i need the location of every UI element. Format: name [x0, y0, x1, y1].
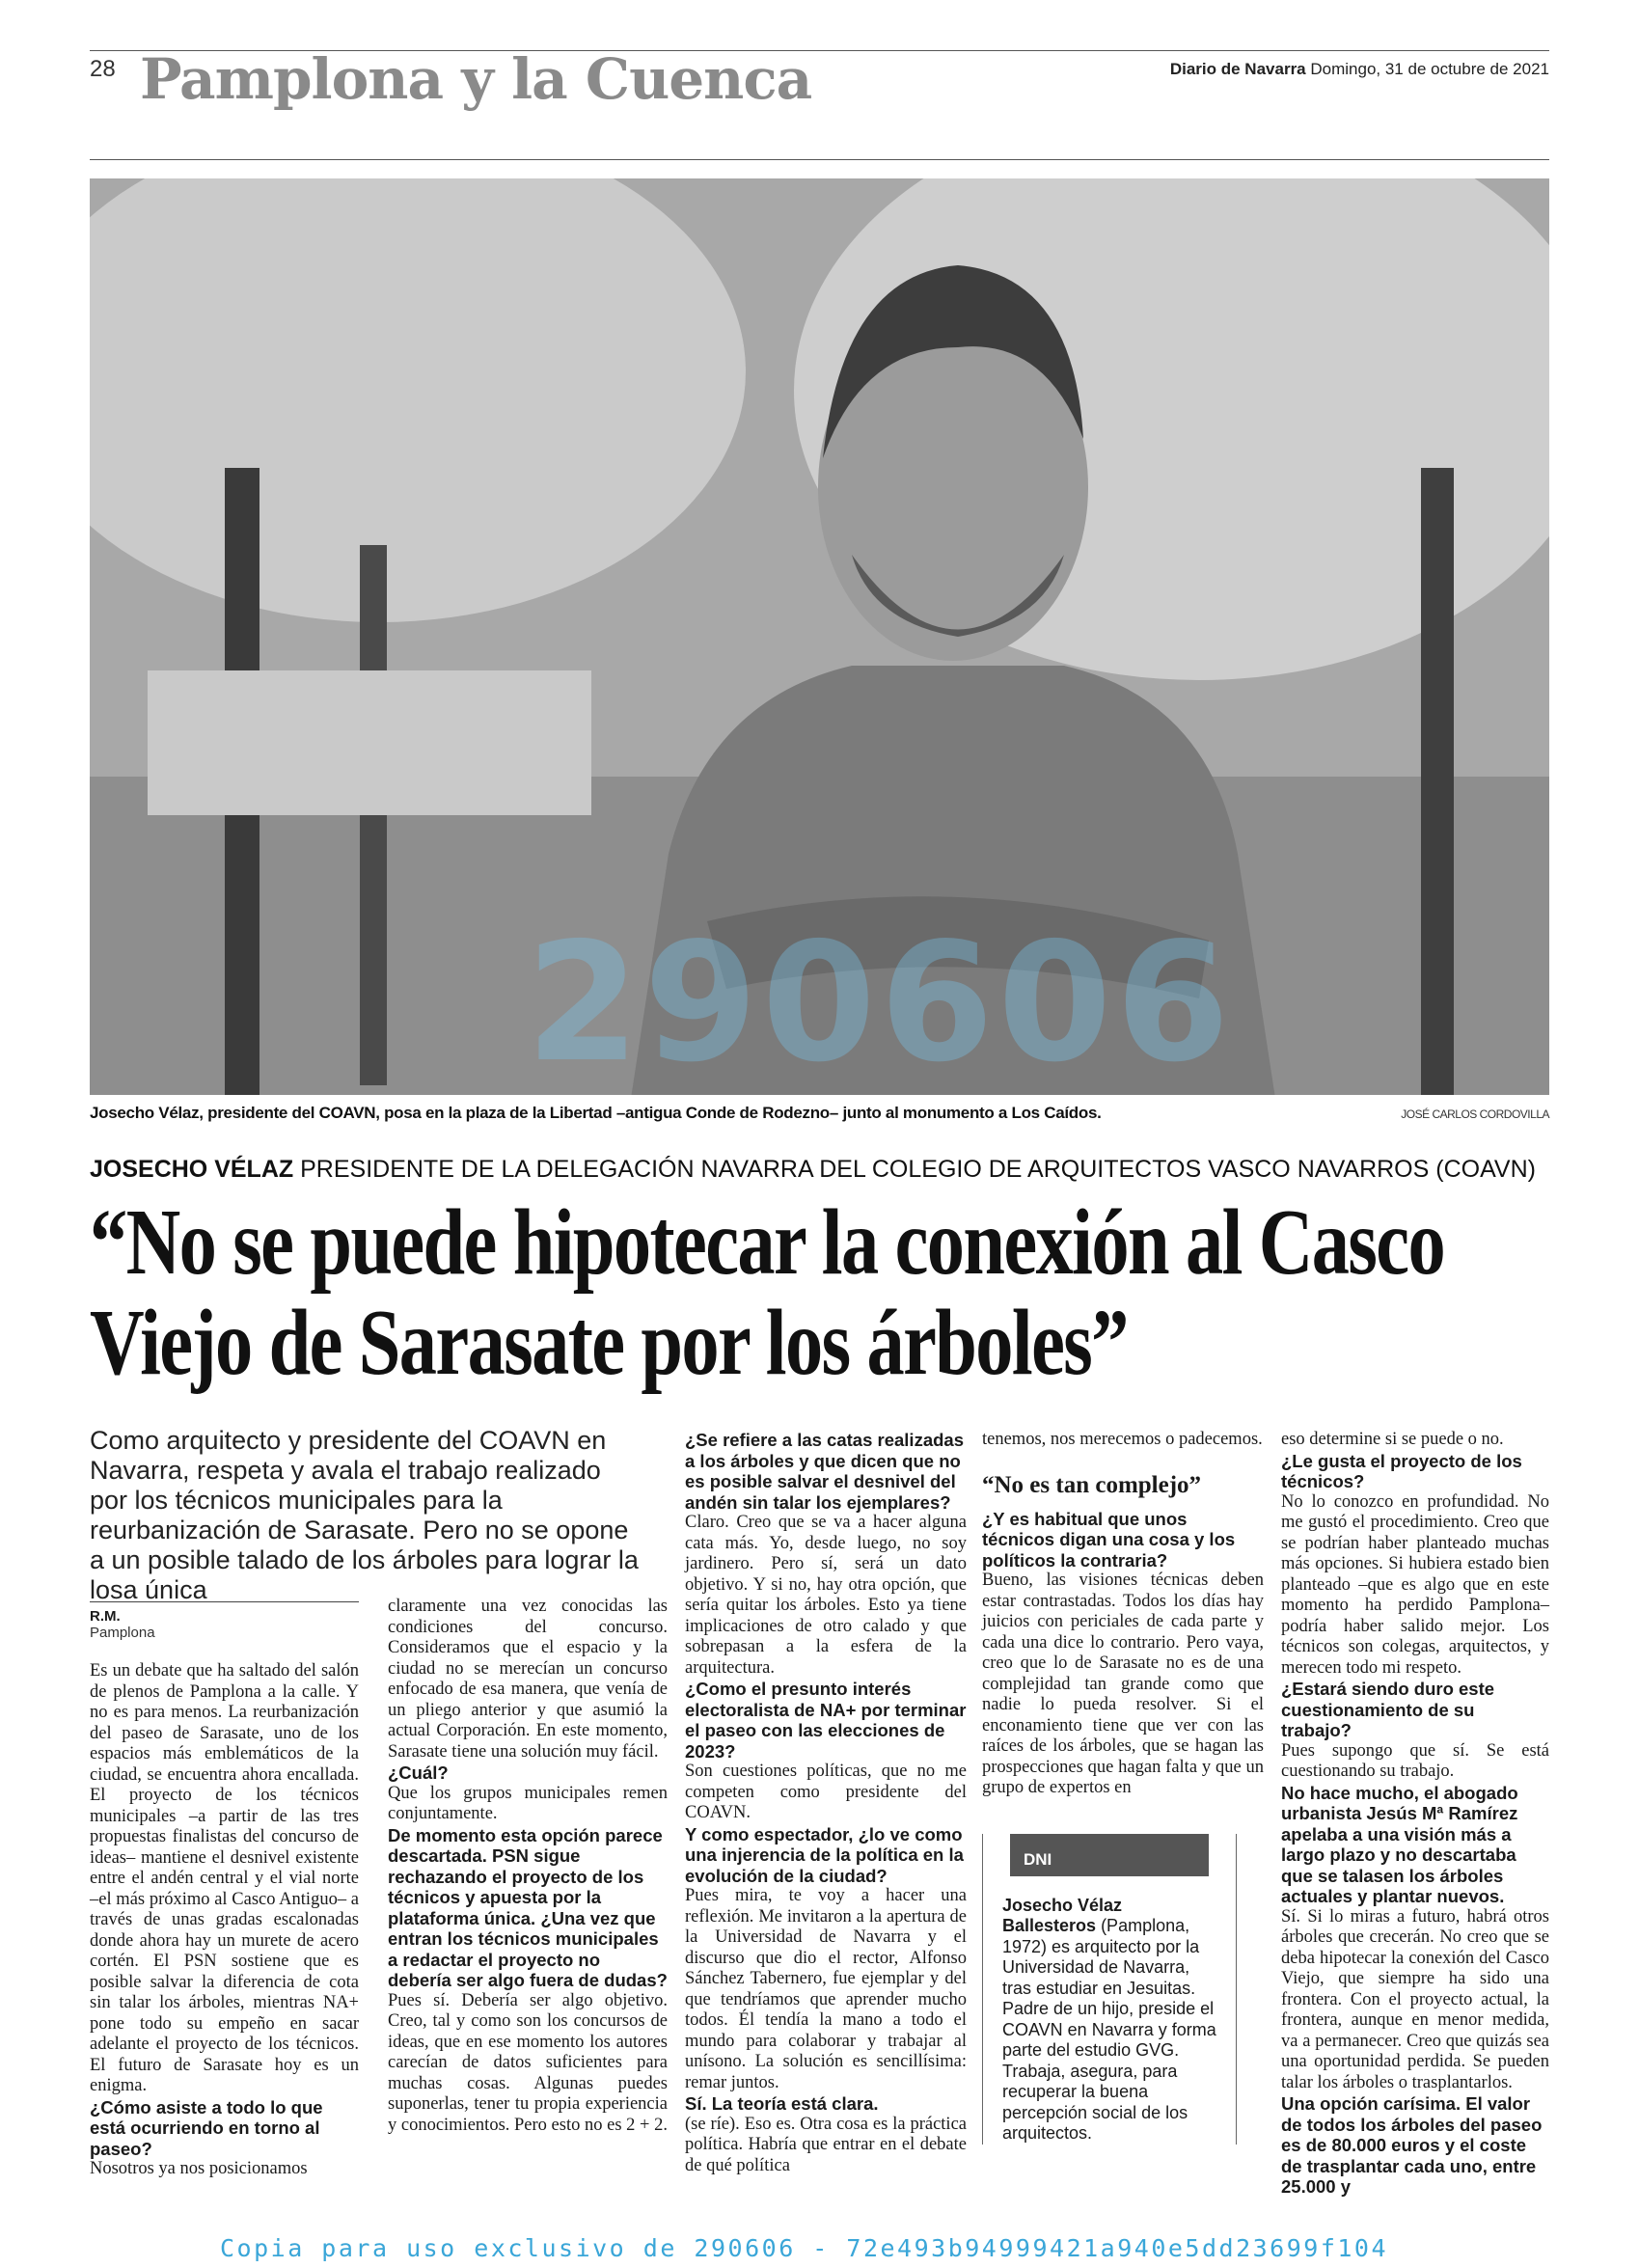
answer: Bueno, las visiones técnicas deben estar contrastadas. Todos los días hay juicios con periciales de cada parte y cada una dice lo contrario. Pero vaya, creo que lo de Sarasate no es de una complejidad tan grande como que nadie lo pueda resolver. Si el enconamiento tiene que ver con las raíces de los árboles, que se hagan las prospecciones que hagan falta y que un grupo de expertos en [982, 1571, 1264, 1797]
answer: Pues mira, te voy a hacer una reflexión. Me invitaron a la apertura de la Universidad de Navarra y el discurso que dio el rector, Alfonso Sánchez Tabernero, fue ejemplar y del que tendríamos que aprender mucho todos. Él tendía la mano a todo el mundo para colaborar y trabajar al unísono. La solución es sencillísima: remar juntos. [685, 1886, 967, 2092]
question: ¿Estará siendo duro este cuestionamiento de su trabajo? [1281, 1679, 1495, 1740]
article-column-5 [1281, 1430, 1549, 2198]
masthead [1170, 60, 1549, 79]
question: ¿Cómo asiste a todo lo que está ocurriendo en torno al paseo? [90, 2096, 323, 2159]
photo-credit: JOSÉ CARLOS CORDOVILLA [1401, 1107, 1549, 1121]
article-column-4 [982, 1430, 1264, 1799]
kicker-name: JOSECHO VÉLAZ [90, 1156, 294, 1183]
headline: “No se puede hipotecar la conexión al Casco Viejo de Sarasate por los árboles” [90, 1190, 1445, 1395]
question: ¿Se refiere a las catas realizadas a los árboles y que dicen que no es posible salvar el desnivel del andén sin talar los ejemplares? [685, 1430, 964, 1513]
article-column-2 [388, 1597, 668, 2136]
photo-caption: Josecho Vélaz, presidente del COAVN, posa en la plaza de la Libertad –antigua Conde de Rodezno– junto al monumento a Los Caídos. [90, 1104, 1102, 1122]
answer: Pues supongo que sí. Se está cuestionando su trabajo. [1281, 1740, 1549, 1781]
question: Sí. La teoría está clara. [685, 2093, 879, 2114]
question: Y como espectador, ¿lo ve como una injerencia de la política en la evolución de la ciudad? [685, 1823, 964, 1886]
question: No hace mucho, el abogado urbanista Jesús Mª Ramírez apelaba a una visión más a largo plazo y no descartaba que se talasen los árboles actuales y plantar nuevos. [1281, 1782, 1518, 1906]
article-column-4-wrapper [982, 1430, 1264, 2145]
copy-watermark: Copia para uso exclusivo de 290606 - 72e493b94999421a940e5dd23699f104 [220, 2234, 1389, 2262]
section-title: Pamplona y la Cuenca [140, 46, 812, 112]
dni-text [1002, 1896, 1218, 2145]
newspaper-name: Diario de Navarra [1169, 60, 1306, 78]
kicker-role: PRESIDENTE DE LA DELEGACIÓN NAVARRA DEL COLEGIO DE ARQUITECTOS VASCO NAVARROS (COAVN) [300, 1156, 1536, 1183]
question: ¿Le gusta el proyecto de los técnicos? [1281, 1450, 1522, 1491]
question: ¿Y es habitual que unos técnicos digan una cosa y los políticos la contraria? [982, 1508, 1236, 1571]
dni-bio: (Pamplona, 1972) es arquitecto por la Universidad de Navarra, tras estudiar en Jesuitas. Padre de un hijo, preside el COAVN en Navarra y forma parte del estudio GVG. Trabaja, asegura, para recuperar la buena percepción social de los arquitectos. [1002, 1916, 1216, 2143]
issue-date: Domingo, 31 de octubre de 2021 [1310, 60, 1549, 78]
question: De momento esta opción parece descartada. PSN sigue rechazando el proyecto de los técnicos y apuesta por la plataforma única. ¿Una vez que entran los técnicos municipales a redactar el proyecto no debería ser algo fuera de dudas? [388, 1824, 668, 1990]
dni-label: DNI [1010, 1834, 1209, 1876]
article-column-1 [90, 1661, 359, 2180]
answer: Nosotros ya nos posicionamos [90, 2159, 308, 2178]
page-number: 28 [90, 56, 116, 82]
byline-place: Pamplona [90, 1625, 155, 1641]
question: ¿Cuál? [388, 1762, 449, 1783]
answer: No lo conozco en profundidad. No me gustó el procedimiento. Creo que se podrían haber planteado muchas más opciones. Si hubiera estado bien planteado –que es algo que en este momento ha perdido Pamplona– podría haber salido mejor. Los técnicos son colegas, arquitectos, y merecen todo mi respeto. [1281, 1491, 1549, 1678]
byline-author: R.M. [90, 1608, 121, 1625]
kicker [90, 1156, 1536, 1184]
question: ¿Como el presunto interés electoralista de NA+ por terminar el paseo con las elecciones de 2023? [685, 1679, 967, 1762]
answer: tenemos, nos merecemos o padecemos. [982, 1430, 1263, 1449]
answer: (se ríe). Eso es. Otra cosa es la práctica política. Habría que entrar en el debate de qué política [685, 2114, 967, 2175]
answer: Son cuestiones políticas, que no me competen como presidente del COAVN. [685, 1762, 967, 1822]
byline [90, 1601, 359, 1641]
article-column-3 [685, 1430, 967, 2176]
answer: Que los grupos municipales remen conjuntamente. [388, 1783, 668, 1823]
dni-name: Josecho Vélaz Ballesteros [1002, 1895, 1123, 1935]
answer: claramente una vez conocidas las condiciones del concurso. Consideramos que el espacio y la ciudad no se merecían un concurso enfocado de esa manera, que venía de un pliego anterior y que asumió la actual Corporación. En este momento, Sarasate tiene una solución muy fácil. [388, 1597, 668, 1762]
subheading: “No es tan complejo” [982, 1471, 1202, 1498]
watermark-code: 290606 [526, 908, 1234, 1099]
answer: Es un debate que ha saltado del salón de plenos de Pamplona a la calle. Y no es para menos. La reurbanización del paseo de Sarasate, uno de los espacios más emblemáticos de la ciudad, se encuentra ahora encallada. El proyecto de los técnicos municipales –a partir de las tres propuestas finalistas del concurso de ideas– mantiene el desnivel existente entre el andén central y el vial norte –el más próximo al Casco Antiguo– a través de unas gradas escalonadas donde ahora hay un murete de acero cortén. El PSN sostiene que es posible salvar la diferencia de cota sin talar los árboles, mientras NA+ pone todo su empeño en sacar adelante el proyecto de los técnicos. El futuro de Sarasate hoy es un enigma. [90, 1661, 359, 2095]
answer: Sí. Si lo miras a futuro, habrá otros árboles que crecerán. No creo que se deba hipotecar la conexión del Casco Viejo, que siempre ha sido una frontera. Con el proyecto actual, la frontera, aunque en menor medida, va a permanecer. Creo que quizás sea una oportunidad perdida. Se pueden talar los árboles o trasplantarlos. [1281, 1906, 1549, 2092]
answer: eso determine si se puede o no. [1281, 1430, 1504, 1449]
header-rule [90, 159, 1549, 160]
answer: Pues sí. Debería ser algo objetivo. Creo, tal y como son los concursos de ideas, que en ese momento los autores carecían de datos suficientes para muchas cosas. Algunas puedes suponerlas, tener tu propia experiencia y conocimientos. Pero esto no es 2 + 2. [388, 1990, 668, 2135]
intro-paragraph: Como arquitecto y presidente del COAVN en Navarra, respeta y avala el trabajo realizado por los técnicos municipales para la reurbanización de Sarasate. Pero no se opone a un posible talado de los árboles para lograr la losa única [90, 1426, 639, 1604]
answer: Claro. Creo que se va a hacer alguna cata más. Yo, desde luego, no soy jardinero. Pero sí, será un dato objetivo. Y si no, hay otra opción, que sería quitar los árboles. Esto ya tiene implicaciones de otro calado y que sobrepasan a la esfera de la arquitectura. [685, 1513, 967, 1678]
question: Una opción carísima. El valor de todos los árboles del paseo es de 80.000 euros y el coste de trasplantar cada uno, entre 25.000 y [1281, 2093, 1543, 2197]
dni-box [982, 1834, 1237, 2145]
